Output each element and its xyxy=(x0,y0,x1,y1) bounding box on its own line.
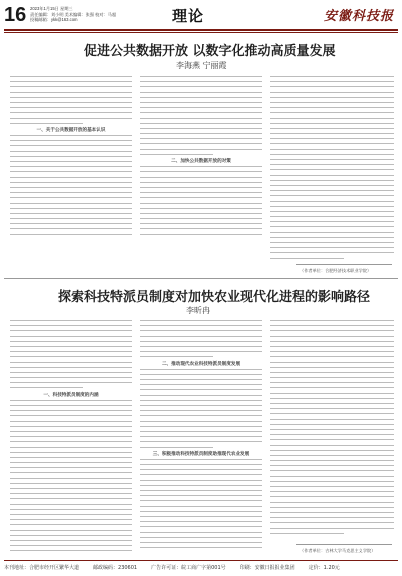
text-line xyxy=(140,426,262,427)
text-line xyxy=(270,507,394,508)
text-line xyxy=(10,514,132,515)
text-line xyxy=(10,545,132,546)
text-line xyxy=(270,356,394,357)
text-line xyxy=(140,86,262,87)
text-line xyxy=(10,81,132,82)
text-line xyxy=(10,140,132,141)
text-line xyxy=(140,447,213,448)
text-line xyxy=(270,128,394,129)
text-line xyxy=(10,452,132,453)
text-line xyxy=(10,107,132,108)
text-line xyxy=(270,180,394,181)
text-line xyxy=(10,325,132,326)
text-line xyxy=(140,480,262,481)
text-line xyxy=(10,488,132,489)
text-line xyxy=(270,118,394,119)
text-line xyxy=(10,336,132,337)
header-rule xyxy=(4,29,398,31)
text-line xyxy=(270,258,344,259)
text-line xyxy=(270,221,394,222)
text-line xyxy=(270,154,394,155)
text-line xyxy=(10,356,132,357)
text-line xyxy=(140,431,262,432)
text-line xyxy=(270,169,394,170)
text-line xyxy=(140,154,213,155)
text-line xyxy=(140,143,262,144)
text-line xyxy=(270,226,394,227)
header-meta-line: 责任编辑：刘小明 美术编辑：张强 校对：马超 xyxy=(30,11,117,17)
text-line xyxy=(140,511,262,512)
footer-item: 本刊地址：合肥市经开区繁华大道 xyxy=(4,565,80,571)
subheading: 二、推动现代农业科技特派员制度发展 xyxy=(161,361,241,367)
text-line xyxy=(140,320,262,321)
text-line xyxy=(270,351,394,352)
header-rule xyxy=(4,32,398,33)
text-line xyxy=(140,389,262,390)
text-line xyxy=(140,218,262,219)
text-line xyxy=(10,410,132,411)
header-meta xyxy=(30,6,116,23)
text-line xyxy=(270,164,394,165)
text-line xyxy=(270,486,394,487)
text-line xyxy=(140,203,262,204)
text-line xyxy=(270,107,394,108)
text-line xyxy=(140,356,213,357)
text-line xyxy=(10,97,132,98)
text-line xyxy=(10,92,132,93)
text-line xyxy=(270,476,394,477)
text-line xyxy=(270,159,394,160)
text-line xyxy=(10,441,132,442)
text-line xyxy=(140,81,262,82)
text-line xyxy=(270,216,394,217)
subheading: 二、加快公共数据开放的对策 xyxy=(171,159,231,164)
text-line xyxy=(10,493,132,494)
text-line xyxy=(140,192,262,193)
text-line xyxy=(270,341,394,342)
text-line xyxy=(270,387,394,388)
text-line xyxy=(270,201,394,202)
text-line xyxy=(140,526,262,527)
page-number: 16 xyxy=(4,4,27,26)
text-line xyxy=(10,166,132,167)
text-line xyxy=(270,112,394,113)
text-line xyxy=(270,450,394,451)
text-line xyxy=(10,203,132,204)
text-line xyxy=(10,156,132,157)
text-line xyxy=(10,550,132,551)
text-line xyxy=(140,330,262,331)
text-line xyxy=(270,522,394,523)
text-line xyxy=(140,213,262,214)
text-line xyxy=(140,490,262,491)
text-line xyxy=(10,462,132,463)
text-line xyxy=(10,208,132,209)
page-footer xyxy=(4,564,398,571)
text-line xyxy=(10,76,132,77)
text-line xyxy=(140,228,262,229)
footer-item: 广告许可证：皖工商广字第001号 xyxy=(151,565,226,571)
text-line xyxy=(10,400,132,401)
text-line xyxy=(270,429,394,430)
article2-title: 探索科技特派员制度对加快农业现代化进程的影响路径 xyxy=(58,290,371,305)
text-line xyxy=(10,457,132,458)
article2-column-2 xyxy=(140,320,262,556)
text-line xyxy=(140,97,262,98)
text-line xyxy=(270,211,394,212)
text-line xyxy=(140,107,262,108)
text-line xyxy=(10,341,132,342)
text-line xyxy=(140,149,262,150)
text-line xyxy=(270,76,394,77)
text-line xyxy=(10,234,132,235)
subheading: 一、关于公共数据开放的基本认识 xyxy=(36,127,106,133)
text-line xyxy=(10,123,83,124)
text-line xyxy=(270,502,394,503)
text-line xyxy=(270,517,394,518)
text-line xyxy=(10,86,132,87)
text-line xyxy=(140,516,262,517)
text-line xyxy=(10,447,132,448)
text-line xyxy=(270,149,394,150)
text-line xyxy=(270,336,394,337)
text-line xyxy=(10,177,132,178)
masthead-logo: 安徽科技报 xyxy=(323,9,394,24)
text-line xyxy=(140,500,262,501)
article1-column-1 xyxy=(10,76,132,236)
text-line xyxy=(10,415,132,416)
text-line xyxy=(140,123,262,124)
article1-column-2 xyxy=(140,76,262,236)
text-line xyxy=(140,415,262,416)
text-line xyxy=(270,237,394,238)
text-line xyxy=(140,459,262,460)
text-line xyxy=(270,408,394,409)
text-line xyxy=(140,395,262,396)
text-line xyxy=(140,547,262,548)
article-divider xyxy=(4,278,398,279)
subheading: 一、科技特派员制度的内涵 xyxy=(43,392,99,398)
header-meta-line: 投稿邮箱：ykk@163.com xyxy=(30,17,78,23)
text-line xyxy=(270,138,394,139)
text-line xyxy=(10,161,132,162)
text-line xyxy=(10,320,132,321)
header-meta-line: 2023年1月15日 星期三 xyxy=(30,6,73,11)
text-line xyxy=(270,512,394,513)
text-line xyxy=(10,387,83,388)
text-line xyxy=(140,410,262,411)
text-line xyxy=(270,175,394,176)
text-line xyxy=(10,372,132,373)
text-line xyxy=(10,135,132,136)
author-rule xyxy=(296,544,392,545)
text-line xyxy=(10,192,132,193)
text-line xyxy=(270,465,394,466)
text-line xyxy=(10,213,132,214)
text-line xyxy=(270,491,394,492)
text-line xyxy=(270,455,394,456)
text-line xyxy=(10,483,132,484)
text-line xyxy=(10,478,132,479)
text-line xyxy=(270,367,394,368)
text-line xyxy=(10,182,132,183)
text-line xyxy=(140,369,262,370)
text-line xyxy=(140,374,262,375)
text-line xyxy=(10,405,132,406)
text-line xyxy=(10,187,132,188)
text-line xyxy=(10,504,132,505)
text-line xyxy=(10,112,132,113)
text-line xyxy=(140,341,262,342)
text-line xyxy=(10,145,132,146)
text-line xyxy=(140,336,262,337)
text-line xyxy=(10,382,132,383)
text-line xyxy=(270,445,394,446)
text-line xyxy=(140,92,262,93)
text-line xyxy=(10,436,132,437)
text-line xyxy=(140,469,262,470)
text-line xyxy=(140,474,262,475)
text-line xyxy=(140,76,262,77)
text-line xyxy=(270,325,394,326)
text-line xyxy=(10,524,132,525)
text-line xyxy=(10,530,132,531)
section-title: 理论 xyxy=(172,7,205,25)
text-line xyxy=(140,234,262,235)
text-line xyxy=(10,535,132,536)
text-line xyxy=(10,509,132,510)
text-line xyxy=(140,197,262,198)
article2-column-1 xyxy=(10,320,132,556)
text-line xyxy=(270,419,394,420)
text-line xyxy=(270,481,394,482)
text-line xyxy=(270,362,394,363)
text-line xyxy=(10,519,132,520)
text-line xyxy=(140,400,262,401)
text-line xyxy=(10,377,132,378)
text-line xyxy=(140,379,262,380)
text-line xyxy=(270,232,394,233)
text-line xyxy=(10,228,132,229)
text-line xyxy=(140,441,262,442)
text-line xyxy=(270,382,394,383)
text-line xyxy=(270,496,394,497)
text-line xyxy=(140,346,262,347)
text-line xyxy=(270,424,394,425)
text-line xyxy=(140,384,262,385)
text-line xyxy=(140,537,262,538)
footer-item: 定价：1.20元 xyxy=(308,565,340,571)
article2-byline: 李昕冉 xyxy=(186,306,210,315)
text-line xyxy=(270,398,394,399)
text-line xyxy=(140,521,262,522)
text-line xyxy=(140,532,262,533)
text-line xyxy=(140,436,262,437)
text-line xyxy=(270,81,394,82)
article2-column-3 xyxy=(270,320,394,542)
text-line xyxy=(270,460,394,461)
text-line xyxy=(140,112,262,113)
article1-author-note: （作者单位：合肥经济技术职业学院） xyxy=(300,268,372,273)
text-line xyxy=(10,346,132,347)
text-line xyxy=(270,439,394,440)
footer-item: 印刷：安徽日报报业集团 xyxy=(239,565,295,571)
text-line xyxy=(140,187,262,188)
text-line xyxy=(140,421,262,422)
text-line xyxy=(270,393,394,394)
text-line xyxy=(270,247,394,248)
text-line xyxy=(140,171,262,172)
text-line xyxy=(140,495,262,496)
text-line xyxy=(10,367,132,368)
article2-author-note: （作者单位：吉林大学马克思主义学院） xyxy=(300,548,376,553)
text-line xyxy=(10,431,132,432)
text-line xyxy=(140,133,262,134)
text-line xyxy=(10,197,132,198)
text-line xyxy=(270,86,394,87)
text-line xyxy=(140,138,262,139)
text-line xyxy=(140,166,262,167)
text-line xyxy=(270,377,394,378)
text-line xyxy=(270,533,344,534)
text-line xyxy=(10,498,132,499)
text-line xyxy=(10,426,132,427)
text-line xyxy=(270,320,394,321)
text-line xyxy=(270,346,394,347)
text-line xyxy=(270,190,394,191)
text-line xyxy=(10,118,132,119)
text-line xyxy=(10,171,132,172)
text-line xyxy=(10,467,132,468)
article1-title: 促进公共数据开放 以数字化推动高质量发展 xyxy=(84,44,336,59)
article1-column-3 xyxy=(270,76,394,262)
text-line xyxy=(270,372,394,373)
text-line xyxy=(140,351,262,352)
footer-item: 邮政编码：230601 xyxy=(93,565,138,571)
text-line xyxy=(10,223,132,224)
text-line xyxy=(140,485,262,486)
text-line xyxy=(10,218,132,219)
text-line xyxy=(140,542,262,543)
footer-rule xyxy=(4,560,398,561)
text-line xyxy=(140,506,262,507)
text-line xyxy=(140,223,262,224)
text-line xyxy=(270,528,394,529)
text-line xyxy=(10,351,132,352)
text-line xyxy=(270,143,394,144)
text-line xyxy=(10,362,132,363)
text-line xyxy=(270,242,394,243)
text-line xyxy=(140,182,262,183)
text-line xyxy=(140,208,262,209)
text-line xyxy=(10,421,132,422)
text-line xyxy=(270,403,394,404)
text-line xyxy=(270,133,394,134)
text-line xyxy=(140,177,262,178)
text-line xyxy=(270,102,394,103)
text-line xyxy=(270,330,394,331)
text-line xyxy=(270,97,394,98)
text-line xyxy=(270,185,394,186)
author-rule xyxy=(296,264,392,265)
text-line xyxy=(270,413,394,414)
text-line xyxy=(140,405,262,406)
text-line xyxy=(10,102,132,103)
text-line xyxy=(10,540,132,541)
text-line xyxy=(270,434,394,435)
text-line xyxy=(140,118,262,119)
text-line xyxy=(140,128,262,129)
text-line xyxy=(140,325,262,326)
text-line xyxy=(270,123,394,124)
text-line xyxy=(270,92,394,93)
text-line xyxy=(10,151,132,152)
article1-byline: 李海燕 宁丽霞 xyxy=(176,61,227,70)
text-line xyxy=(140,464,262,465)
text-line xyxy=(140,102,262,103)
text-line xyxy=(10,330,132,331)
text-line xyxy=(270,195,394,196)
text-line xyxy=(10,472,132,473)
text-line xyxy=(270,470,394,471)
text-line xyxy=(270,206,394,207)
text-line xyxy=(270,252,394,253)
subheading: 三、积极推动科技特派员制度助推现代农业发展 xyxy=(152,451,250,457)
